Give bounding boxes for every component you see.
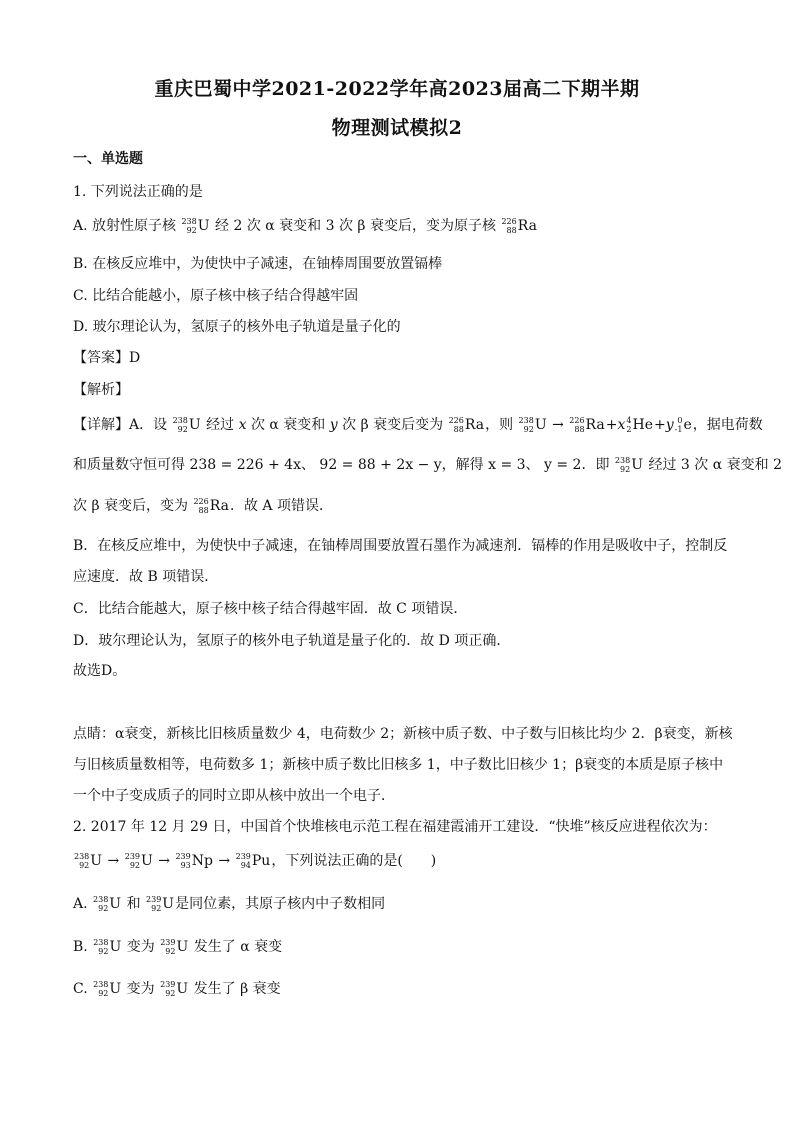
explanation-line-1: 【详解】A．设 238 92 U 经过 x 次 α 衰变和 y 次 β 衰变后变为 226 88 Ra，则 238 92 U → 226 88 Ra+x 4 2 He+y 0 -1 e，据电荷数 [73,416,763,434]
isotope-ra226: 226 88 Ra [501,217,537,235]
question-2-option-b: B. 238 92 U 变为 239 92 U 发生了 α 衰变 [73,938,283,956]
explanation-line-2: 和质量数守恒可得 238 = 226 + 4x、 92 = 88 + 2x − y，解得 x = 3、 y = 2．即 238 92 U 经过 3 次 α 衰变和 2 [73,456,782,474]
question-2-option-c: C. 238 92 U 变为 239 92 U 发生了 β 衰变 [73,980,281,998]
question-2-option-a: A. 238 92 U 和 239 92 U是同位素，其原子核内中子数相同 [73,895,386,913]
note-line-1: 点睛：α衰变，新核比旧核质量数少 4，电荷数少 2；新核中质子数、中子数与旧核比均少 2．β衰变，新核 [73,726,733,742]
question-1-option-a: A. 放射性原子核 238 92 U 经 2 次 α 衰变和 3 次 β 衰变后，变为原子核 226 88 Ra [73,217,537,235]
question-1-option-b: B. 在核反应堆中，为使快中子减速，在铀棒周围要放置镉棒 [73,256,443,272]
question-2-reaction-chain: 238 92 U → 239 92 U → 239 93 Np → 239 94 Pu，下列说法正确的是( ) [74,852,437,870]
question-1-option-d: D. 玻尔理论认为，氢原子的核外电子轨道是量子化的 [73,319,401,335]
answer-label: 【答案】D [73,350,141,366]
explanation-line-b2: 应速度．故 B 项错误． [73,569,219,585]
note-line-2: 与旧核质量数相等，电荷数多 1；新核中质子数比旧核多 1，中子数比旧核少 1；β衰变的本质是原子核中 [73,757,724,773]
explanation-line-c: C．比结合能越大，原子核中核子结合得越牢固．故 C 项错误． [73,601,468,617]
question-1-option-c: C. 比结合能越小，原子核中核子结合得越牢固 [73,288,359,304]
explanation-conclusion: 故选D。 [73,663,127,679]
document-title: 重庆巴蜀中学2021-2022学年高2023届高二下期半期 [154,78,640,100]
explanation-line-b1: B．在核反应堆中，为使快中子减速，在铀棒周围要放置石墨作为减速剂．镉棒的作用是吸收中子，控制反 [73,538,728,554]
question-1-stem: 1. 下列说法正确的是 [73,184,203,200]
explanation-line-3: 次 β 衰变后，变为 226 88 Ra．故 A 项错误． [73,497,333,515]
document-subtitle: 物理测试模拟2 [331,117,463,139]
explanation-line-d: D．玻尔理论认为，氢原子的核外电子轨道是量子化的．故 D 项正确． [73,633,511,649]
note-line-3: 一个中子变成质子的同时立即从核中放出一个电子． [73,788,395,804]
section-heading: 一、单选题 [73,151,143,167]
isotope-u238: 238 92 U [181,217,210,235]
question-2-stem: 2. 2017 年 12 月 29 日，中国首个快堆核电示范工程在福建霞浦开工建设．“快堆”核反应进程依次为： [73,819,717,835]
analysis-label: 【解析】 [73,382,129,398]
